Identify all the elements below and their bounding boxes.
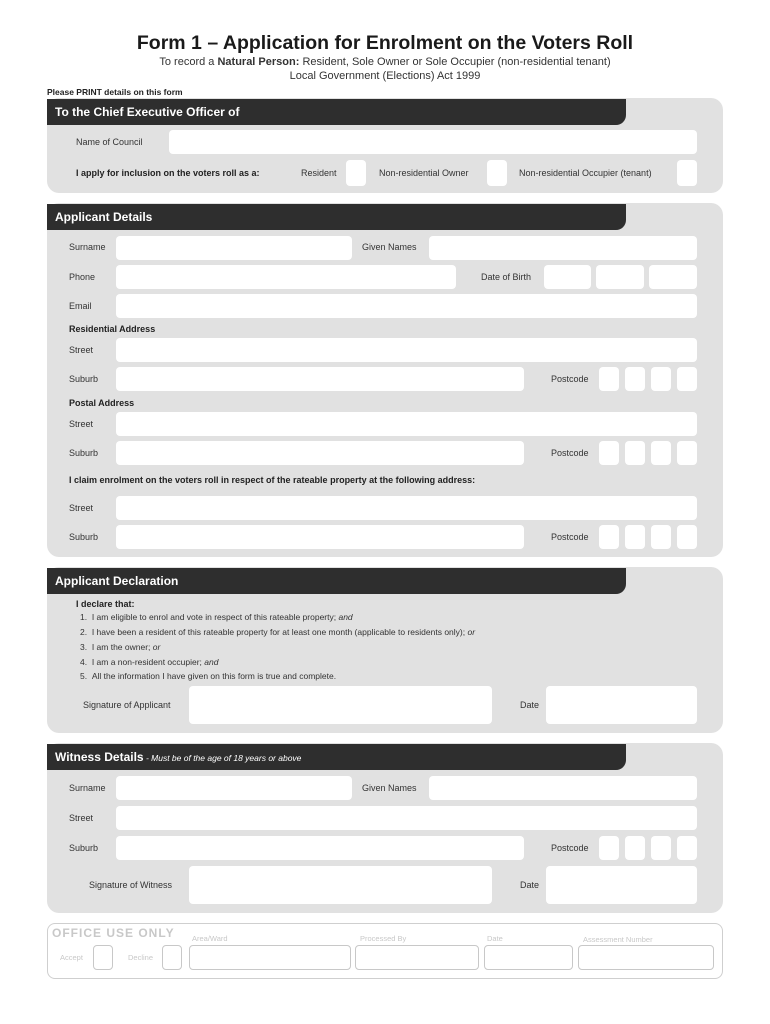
ceo-heading: To the Chief Executive Officer of xyxy=(47,99,626,125)
res-street-label: Street xyxy=(69,345,94,355)
applicant-date-field[interactable] xyxy=(546,686,697,724)
email-label: Email xyxy=(69,301,92,311)
decline-checkbox[interactable] xyxy=(162,945,182,970)
phone-field[interactable] xyxy=(116,265,456,289)
property-suburb-label: Suburb xyxy=(69,532,99,542)
property-postcode-digit-1[interactable] xyxy=(599,525,619,549)
phone-label: Phone xyxy=(69,272,96,282)
dob-day-field[interactable] xyxy=(544,265,591,289)
declaration-item-1: 1. I am eligible to enrol and vote in respect of this rateable property; and xyxy=(80,612,353,622)
claim-label: I claim enrolment on the voters roll in respect of the rateable property at the following address: xyxy=(69,475,476,485)
res-postcode-digit-3[interactable] xyxy=(651,367,671,391)
surname-label: Surname xyxy=(69,242,106,252)
witness-postcode-digit-3[interactable] xyxy=(651,836,671,860)
witness-given-names-label: Given Names xyxy=(362,783,417,793)
given-names-label: Given Names xyxy=(362,242,417,252)
witness-postcode-digit-1[interactable] xyxy=(599,836,619,860)
resident-label: Resident xyxy=(301,168,337,178)
postal-street-label: Street xyxy=(69,419,94,429)
property-postcode-label: Postcode xyxy=(551,532,589,542)
form-title: Form 1 – Application for Enrolment on the Voters Roll xyxy=(136,32,634,54)
owner-label: Non-residential Owner xyxy=(379,168,469,178)
form-act: Local Government (Elections) Act 1999 xyxy=(289,70,481,82)
property-postcode-digit-4[interactable] xyxy=(677,525,697,549)
res-suburb-field[interactable] xyxy=(116,367,524,391)
res-postcode-label: Postcode xyxy=(551,374,589,384)
area-ward-field[interactable] xyxy=(189,945,351,970)
witness-suburb-field[interactable] xyxy=(116,836,524,860)
postal-postcode-label: Postcode xyxy=(551,448,589,458)
council-field[interactable] xyxy=(169,130,697,154)
res-postcode-digit-1[interactable] xyxy=(599,367,619,391)
witness-surname-field[interactable] xyxy=(116,776,352,800)
property-postcode-digit-3[interactable] xyxy=(651,525,671,549)
dob-month-field[interactable] xyxy=(596,265,644,289)
postal-suburb-field[interactable] xyxy=(116,441,524,465)
property-street-field[interactable] xyxy=(116,496,697,520)
applicant-signature-field[interactable] xyxy=(189,686,492,724)
declaration-item-3: 3. I am the owner; or xyxy=(80,642,161,652)
witness-signature-label: Signature of Witness xyxy=(89,880,173,890)
property-street-label: Street xyxy=(69,503,94,513)
witness-street-label: Street xyxy=(69,813,94,823)
witness-street-field[interactable] xyxy=(116,806,697,830)
accept-label: Accept xyxy=(60,953,83,962)
witness-signature-field[interactable] xyxy=(189,866,492,904)
form-subtitle: To record a Natural Person: Resident, Sole Owner or Sole Occupier (non-residential tenant) xyxy=(159,56,611,68)
declaration-intro: I declare that: xyxy=(76,599,135,609)
property-postcode-digit-2[interactable] xyxy=(625,525,645,549)
declaration-heading: Applicant Declaration xyxy=(47,568,626,594)
processed-by-label: Processed By xyxy=(360,934,407,943)
accept-checkbox[interactable] xyxy=(93,945,113,970)
res-suburb-label: Suburb xyxy=(69,374,99,384)
dob-year-field[interactable] xyxy=(649,265,697,289)
postal-postcode-digit-1[interactable] xyxy=(599,441,619,465)
postal-postcode-digit-3[interactable] xyxy=(651,441,671,465)
assessment-number-field[interactable] xyxy=(578,945,714,970)
witness-surname-label: Surname xyxy=(69,783,106,793)
postal-suburb-label: Suburb xyxy=(69,448,99,458)
witness-date-field[interactable] xyxy=(546,866,697,904)
residential-address-label: Residential Address xyxy=(69,324,156,334)
witness-suburb-label: Suburb xyxy=(69,843,99,853)
witness-postcode-digit-4[interactable] xyxy=(677,836,697,860)
occupier-label: Non-residential Occupier (tenant) xyxy=(519,168,652,178)
res-street-field[interactable] xyxy=(116,338,697,362)
witness-heading: Witness Details - Must be of the age of 18 years or above xyxy=(47,744,626,770)
occupier-checkbox[interactable] xyxy=(677,160,697,186)
resident-checkbox[interactable] xyxy=(346,160,366,186)
decline-label: Decline xyxy=(128,953,154,962)
postal-address-label: Postal Address xyxy=(69,398,135,408)
office-date-field[interactable] xyxy=(484,945,573,970)
print-note: Please PRINT details on this form xyxy=(47,87,183,97)
council-label: Name of Council xyxy=(76,137,143,147)
given-names-field[interactable] xyxy=(429,236,697,260)
witness-postcode-digit-2[interactable] xyxy=(625,836,645,860)
postal-street-field[interactable] xyxy=(116,412,697,436)
processed-by-field[interactable] xyxy=(355,945,479,970)
email-field[interactable] xyxy=(116,294,697,318)
applicant-date-label: Date xyxy=(520,700,540,710)
property-suburb-field[interactable] xyxy=(116,525,524,549)
surname-field[interactable] xyxy=(116,236,352,260)
applicant-signature-label: Signature of Applicant xyxy=(83,700,171,710)
witness-given-names-field[interactable] xyxy=(429,776,697,800)
applicant-heading: Applicant Details xyxy=(47,204,626,230)
dob-label: Date of Birth xyxy=(481,272,532,282)
area-ward-label: Area/Ward xyxy=(192,934,228,943)
declaration-item-4: 4. I am a non-resident occupier; and xyxy=(80,657,219,667)
declaration-item-2: 2. I have been a resident of this rateable property for at least one month (applicable to residents only); or xyxy=(80,627,476,637)
owner-checkbox[interactable] xyxy=(487,160,507,186)
office-use-title: OFFICE USE ONLY xyxy=(52,926,175,940)
postal-postcode-digit-4[interactable] xyxy=(677,441,697,465)
witness-date-label: Date xyxy=(520,880,540,890)
postal-postcode-digit-2[interactable] xyxy=(625,441,645,465)
assessment-number-label: Assessment Number xyxy=(583,935,653,944)
office-date-label: Date xyxy=(487,934,503,943)
witness-postcode-label: Postcode xyxy=(551,843,589,853)
res-postcode-digit-2[interactable] xyxy=(625,367,645,391)
apply-label: I apply for inclusion on the voters roll as a: xyxy=(76,168,260,178)
res-postcode-digit-4[interactable] xyxy=(677,367,697,391)
declaration-item-5: 5. All the information I have given on this form is true and complete. xyxy=(80,671,337,681)
